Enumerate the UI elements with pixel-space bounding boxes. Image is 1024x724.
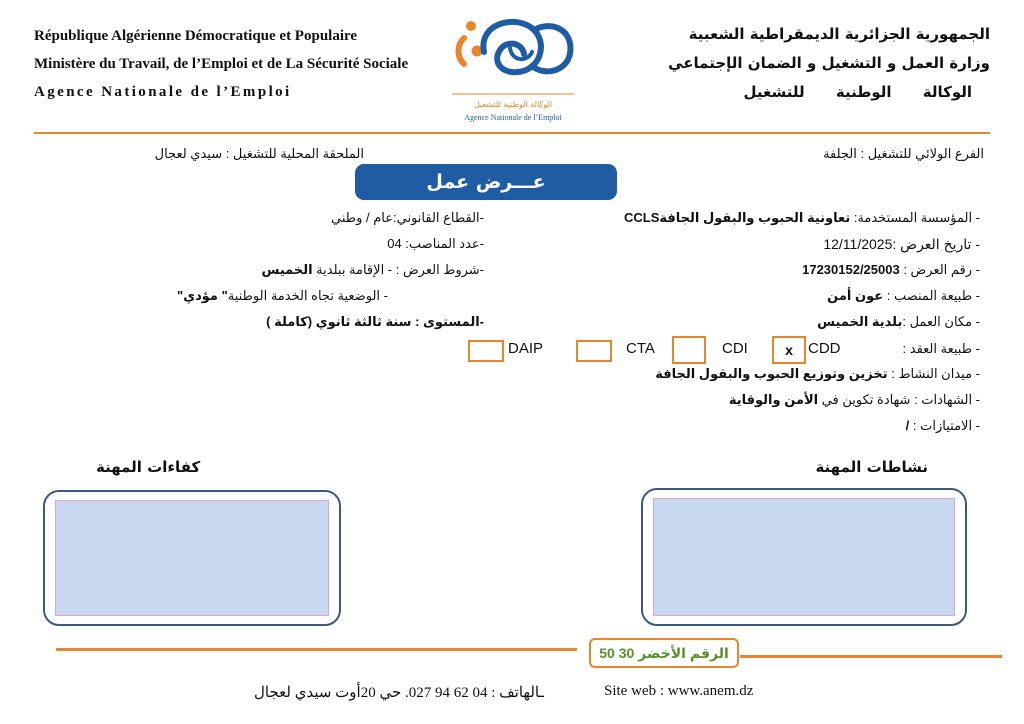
footer-line-right — [740, 655, 1002, 658]
label-cdd: CDD — [808, 340, 841, 357]
footer-line-left — [56, 648, 577, 651]
french-header — [34, 22, 408, 106]
arabic-header — [570, 20, 990, 107]
header-agency-ar: الوكالة الوطنية للتشغيل — [743, 83, 972, 101]
logo-text-ar: الوكالة الوطنية للتشغيل — [473, 100, 553, 109]
field-positions: -عدد المناصب: 04 — [387, 236, 484, 251]
field-conditions: -شروط العرض : - الإقامة ببلدية الخميس — [261, 262, 484, 277]
field-employer: - المؤسسة المستخدمة: تعاونية الحبوب والبقول الجافةCCLS — [624, 210, 980, 225]
positions-value: 04 — [387, 236, 402, 251]
post-type-value: عون أمن — [827, 288, 884, 303]
field-military-status: - الوضعية تجاه الخدمة الوطنية" مؤدي" — [177, 288, 388, 303]
checkbox-cta[interactable] — [576, 340, 612, 362]
checkbox-daip[interactable] — [468, 340, 504, 362]
header-republic-ar: الجمهورية الجزائرية الديمقراطية الشعبية — [688, 25, 990, 43]
activities-content-area — [653, 498, 955, 616]
header-agency-fr: Agence Nationale de l’Emploi — [34, 84, 292, 100]
activity-value: تخزين وتوزيع الحبوب والبقول الجافة — [655, 366, 888, 381]
advantages-value: / — [905, 418, 910, 433]
field-activity: - ميدان النشاط : تخزين وتوزيع الحبوب والبقول الجافة — [655, 366, 980, 381]
skills-panel — [43, 490, 341, 626]
field-offer-number: - رقم العرض : 17230152/25003 — [802, 262, 980, 277]
checkbox-cdi[interactable] — [672, 336, 706, 364]
skills-title: كفاءات المهنة — [96, 458, 201, 476]
field-contract-type: - طبيعة العقد : — [902, 341, 980, 356]
offer-date-value: 12/11/2025 — [823, 236, 893, 252]
workplace-value: بلدية الخميس — [817, 314, 903, 329]
military-value: " مؤدي" — [177, 288, 228, 303]
green-number: الرقم الأخضر 30 50 — [589, 638, 739, 668]
activities-panel — [641, 488, 967, 626]
footer-website[interactable]: Site web : www.anem.dz — [604, 683, 754, 699]
field-advantages: - الامتيازات : / — [905, 418, 980, 433]
field-education-level: -المستوى : سنة ثالثة ثانوي (كاملة ) — [266, 314, 484, 329]
field-offer-date: - تاريخ العرض :12/11/2025 — [823, 236, 980, 252]
conditions-value: الخميس — [261, 262, 313, 277]
label-cdi: CDI — [722, 340, 748, 357]
wilaya-branch: الفرع الولائي للتشغيل : الجلفة — [823, 146, 984, 161]
header-republic-fr: République Algérienne Démocratique et Populaire — [34, 28, 358, 44]
logo-orange-arc — [458, 38, 464, 64]
field-workplace: - مكان العمل :بلدية الخميس — [817, 314, 980, 329]
field-post-type: - طبيعة المنصب : عون أمن — [827, 288, 980, 303]
offer-number-value: 17230152/25003 — [802, 262, 900, 277]
header-ministry-ar: وزارة العمل و التشغيل و الضمان الإجتماعي — [668, 54, 990, 72]
checkbox-cdd[interactable]: x — [772, 336, 806, 364]
label-cta: CTA — [626, 340, 655, 357]
job-offer-title: عـــرض عمل — [355, 164, 617, 200]
header-divider — [34, 132, 990, 134]
footer-phone-address: ـالهاتف : 04 62 94 027. حي 20أوت سيدي لعجال — [254, 685, 544, 701]
skills-content-area — [55, 500, 329, 616]
activities-title: نشاطات المهنة — [815, 458, 928, 476]
header-ministry-fr: Ministère du Travail, de l’Emploi et de La Sécurité Sociale — [34, 56, 409, 72]
label-daip: DAIP — [508, 340, 544, 357]
anem-logo — [448, 8, 578, 126]
contract-type-options — [460, 340, 920, 366]
logo-text-fr: Agence Nationale de l’Emploi — [464, 113, 562, 122]
field-certificates: - الشهادات : شهادة تكوين في الأمن والوقاية — [728, 392, 980, 407]
logo-orange-dot — [466, 21, 476, 31]
local-annex: الملحقة المحلية للتشغيل : سيدي لعجال — [154, 146, 364, 161]
field-legal-sector: -القطاع القانوني:عام / وطني — [331, 210, 484, 225]
employer-value: تعاونية الحبوب والبقول الجافةCCLS — [624, 210, 851, 225]
